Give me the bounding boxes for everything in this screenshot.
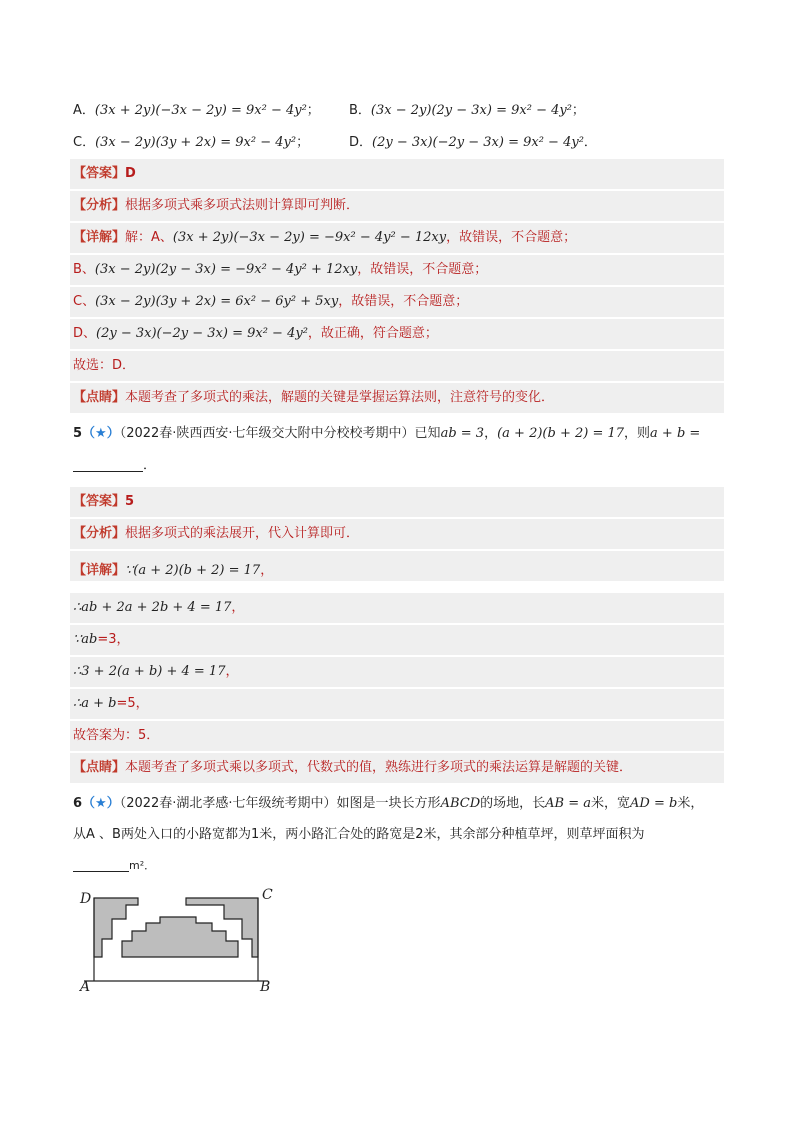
lawn-center <box>122 917 238 957</box>
q5-step1: 【详解】∵(a + 2)(b + 2) = 17， <box>73 563 274 578</box>
q4-detail-a: 【详解】解：A、(3x + 2y)(−3x − 2y) = −9x² − 4y² − 12xy，故错误，不合题意； <box>73 230 577 245</box>
q5-step2: ∴ab + 2a + 2b + 4 = 17， <box>73 600 245 615</box>
solution-band <box>70 721 724 751</box>
solution-band <box>70 159 724 189</box>
q5-final: 故答案为：5． <box>73 728 160 743</box>
q4-detail-c: C、(3x − 2y)(3y + 2x) = 6x² − 6y² + 5xy，故错误，不合题意； <box>73 294 469 309</box>
q5-comment: 【点睛】本题考查了多项式乘以多项式，代数式的值，熟练进行多项式的乘法运算是解题的关键． <box>73 760 633 775</box>
label-B: B <box>260 979 271 995</box>
q5-step3: ∵ab=3， <box>73 632 130 647</box>
solution-band <box>70 689 724 719</box>
option-a: A．(3x + 2y)(−3x − 2y) = 9x² − 4y²； <box>73 103 320 118</box>
star-icon: （★） <box>82 426 120 441</box>
label-A: A <box>80 979 91 995</box>
q6-question-line1: 6（★）（2022春·湖北孝感·七年级统考期中）如图是一块长方形ABCD的场地，长AB = a米，宽AD = b米， <box>73 796 704 811</box>
q5-blank-line: ． <box>73 451 156 481</box>
solution-band <box>70 487 724 517</box>
q4-detail-d: D、(2y − 3x)(−2y − 3x) = 9x² − 4y²，故正确，符合题意； <box>73 326 438 341</box>
q5-step5: ∴a + b=5， <box>73 696 149 711</box>
star-icon: （★） <box>82 796 120 811</box>
solution-band <box>70 625 724 655</box>
q4-choose: 故选：D． <box>73 358 136 373</box>
q6-blank-line: m²． <box>73 851 155 881</box>
label-C: C <box>262 887 273 903</box>
q4-analysis: 【分析】根据多项式乘多项式法则计算即可判断． <box>73 198 360 213</box>
label-D: D <box>80 891 92 907</box>
q5-answer: 【答案】5 <box>73 494 135 509</box>
q4-detail-b: B、(3x − 2y)(2y − 3x) = −9x² − 4y² + 12xy，故错误，不合题意； <box>73 262 488 277</box>
solution-band <box>70 351 724 381</box>
option-c: C．(3x − 2y)(3y + 2x) = 9x² − 4y²； <box>73 135 310 150</box>
option-d: D．(2y − 3x)(−2y − 3x) = 9x² − 4y²． <box>349 135 597 150</box>
answer-blank[interactable] <box>73 455 143 472</box>
q4-comment: 【点睛】本题考查了多项式的乘法，解题的关键是掌握运算法则，注意符号的变化． <box>73 390 555 405</box>
option-b: B．(3x − 2y)(2y − 3x) = 9x² − 4y²； <box>349 103 585 118</box>
q5-analysis: 【分析】根据多项式的乘法展开，代入计算即可． <box>73 526 360 541</box>
q5-question: 5（★）（2022春·陕西西安·七年级交大附中分校校考期中）已知ab = 3，(a + 2)(b + 2) = 17，则a + b = <box>73 426 701 441</box>
q6-question-line2: 从A 、B两处入口的小路宽都为1米，两小路汇合处的路宽是2米，其余部分种植草坪，则草坪面积为 <box>73 827 645 842</box>
field-diagram <box>76 883 276 998</box>
q5-step4: ∴3 + 2(a + b) + 4 = 17， <box>73 664 239 679</box>
q4-answer: 【答案】D <box>73 166 136 181</box>
answer-blank[interactable] <box>73 855 129 872</box>
